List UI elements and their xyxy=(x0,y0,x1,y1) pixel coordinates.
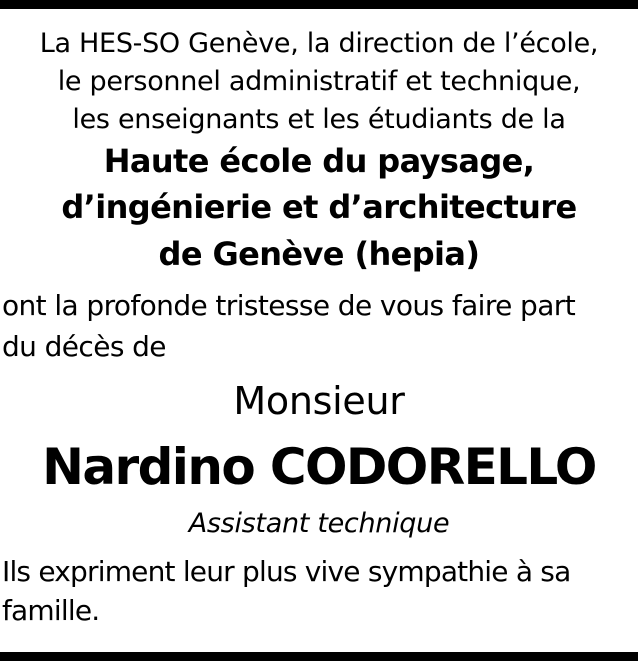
top-border-rule xyxy=(0,0,638,9)
announcement-line-2: du décès de xyxy=(2,330,166,363)
deceased-role: Assistant technique xyxy=(188,508,450,539)
closing-line-1: Ils expriment leur plus vive sympathie à sa xyxy=(2,555,571,588)
bottom-border-rule xyxy=(0,652,638,661)
intro-line-1: La HES-SO Genève, la direction de l’école, xyxy=(39,28,599,59)
intro-line-3: les enseignants et les étudiants de la xyxy=(72,104,566,135)
honorific: Monsieur xyxy=(233,379,405,423)
intro-line-2: le personnel administratif et technique, xyxy=(57,66,581,97)
school-name-line-3: de Genève (hepia) xyxy=(158,235,480,273)
announcement-line-1: ont la profonde tristesse de vous faire part xyxy=(2,289,576,322)
deceased-name: Nardino CODORELLO xyxy=(42,438,596,496)
school-name-line-2: d’ingénierie et d’architecture xyxy=(61,188,577,226)
closing-line-2: famille. xyxy=(2,594,100,627)
school-name-line-1: Haute école du paysage, xyxy=(103,142,535,180)
